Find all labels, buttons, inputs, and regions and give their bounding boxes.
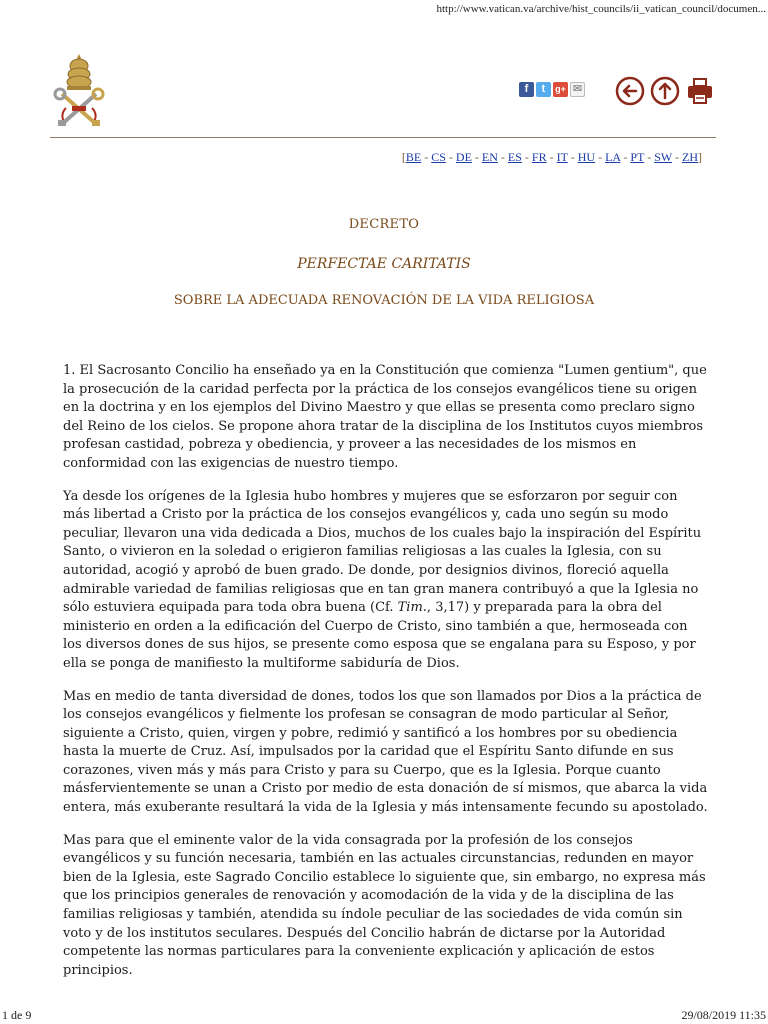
page-url: http://www.vatican.va/archive/hist_councils/ii_vatican_council/documen... [436,3,766,15]
lang-link-cs[interactable]: CS [431,150,446,164]
lang-link-fr[interactable]: FR [531,150,547,164]
social-share-bar [519,82,585,97]
paragraph-3: Mas en medio de tanta diversidad de dones, todos los que son llamados por Dios a la práctica de los consejos evangélicos y fielmente los profesan se consagran de modo particular al Señor, siguiente a Cristo, quien, virgen y pobre, redimió y santificó a los hombres por su obediencia hasta la muerte de Cruz. Así, impulsados por la caridad que el Espíritu Santo difunde en sus corazones, viven más y más para Cristo y para su Cuerpo, que es la Iglesia. Porque cuanto másfervientemente se unan a Cristo por medio de esta donación de sí mismos, que abarca la vida entera, más exuberante resultará la vida de la Iglesia y más intensamente fecundo su apostolado. [63,688,708,816]
paragraph-4: Mas para que el eminente valor de la vida consagrada por la profesión de los consejos evangélicos y su función necesaria, también en las actuales circunstancias, redunden en mayor bien de la Iglesia, este Sagrado Concilio establece lo siguiente que, sin embargo, no expresa más que los principios generales de renovación y acomodación de la vida y de la disciplina de las familias religiosas y también, atendida su índole peculiar de las sociedades de vida común sin voto y de los institutos seculares. Después del Concilio habrán de dictarse por la Autoridad competente las normas particulares para la conveniente explicación y aplicación de estos principios. [63,832,706,978]
lang-link-zh[interactable]: ZH [682,150,698,164]
lang-link-en[interactable]: EN [481,150,498,164]
print-datetime: 29/08/2019 11:35 [681,1008,766,1022]
header-divider [50,137,716,138]
lang-link-de[interactable]: DE [455,150,472,164]
up-arrow-icon[interactable] [650,76,680,106]
lang-link-hu[interactable]: HU [577,150,596,164]
lang-link-be[interactable]: BE [405,150,422,164]
lang-link-it[interactable]: IT [556,150,568,164]
google-plus-icon[interactable]: g+ [553,82,568,97]
paragraph-1: 1. El Sacrosanto Concilio ha enseñado ya en la Constitución que comienza "Lumen gentium", que la prosecución de la caridad perfecta por la práctica de los consejos evangélicos tiene su origen en la doctrina y en los ejemplos del Divino Maestro y que ellas se presenta como preclaro signo del Reino de los cielos. Se propone ahora tratar de la disciplina de los Institutos cuyos miembros profesan castidad, pobreza y obediencia, y proveer a las necesidades de los mismos en conformidad con las exigencias de nuestro tiempo. [63,363,707,471]
language-bracket-close: ] [698,150,702,164]
language-selector: [BE - CS - DE - EN - ES - FR - IT - HU - LA - PT - SW - ZH] [401,150,702,164]
paragraph-2-continuation: ., 3,17) y preparada para la obra del ministerio en orden a la edificación del Cuerpo de Cristo, sino también a que, hermoseada con los diversos dones de sus hijos, se presente como esposa que se engalana para su Esposo, y por ella se ponga de manifiesto la multiforme sabiduría de Dios. [63,600,696,671]
print-icon[interactable] [685,76,715,106]
lang-link-sw[interactable]: SW [654,150,672,164]
page-tools [615,76,715,106]
document-heading: DECRETO [348,217,420,232]
document-subtitle: SOBRE LA ADECUADA RENOVACIÓN DE LA VIDA RELIGIOSA [173,293,595,308]
facebook-icon[interactable]: f [519,82,534,97]
twitter-icon[interactable]: t [536,82,551,97]
document-body [63,362,708,994]
language-bracket-open: [ [401,150,406,164]
lang-link-es[interactable]: ES [507,150,522,164]
back-arrow-icon[interactable] [615,76,645,106]
coat-of-arms-logo [50,52,108,130]
paragraph-2 [63,488,708,674]
email-icon[interactable]: ✉ [570,82,585,97]
scripture-reference: Tim [397,600,423,616]
lang-link-pt[interactable]: PT [630,150,645,164]
document-title: PERFECTAE CARITATIS [297,256,471,272]
lang-link-la[interactable]: LA [605,150,621,164]
page-number: 1 de 9 [2,1008,32,1022]
paragraph-2-text: Ya desde los orígenes de la Iglesia hubo hombres y mujeres que se esforzaron por seguir con más libertad a Cristo por la práctica de los consejos evangélicos y, cada uno según su modo peculiar, llevaron una vida dedicada a Dios, muchos de los cuales bajo la inspiración del Espíritu Santo, o vivieron en la soledad o erigieron familias religiosas a las cuales la Iglesia, con su autoridad, acogió y aprobó de buen grado. De donde, por designios divinos, floreció aquella admirable variedad de familias religiosas que en tan gran manera contribuyó a que la Iglesia no sólo estuviera equipada para toda obra buena (Cf. [63,488,702,616]
